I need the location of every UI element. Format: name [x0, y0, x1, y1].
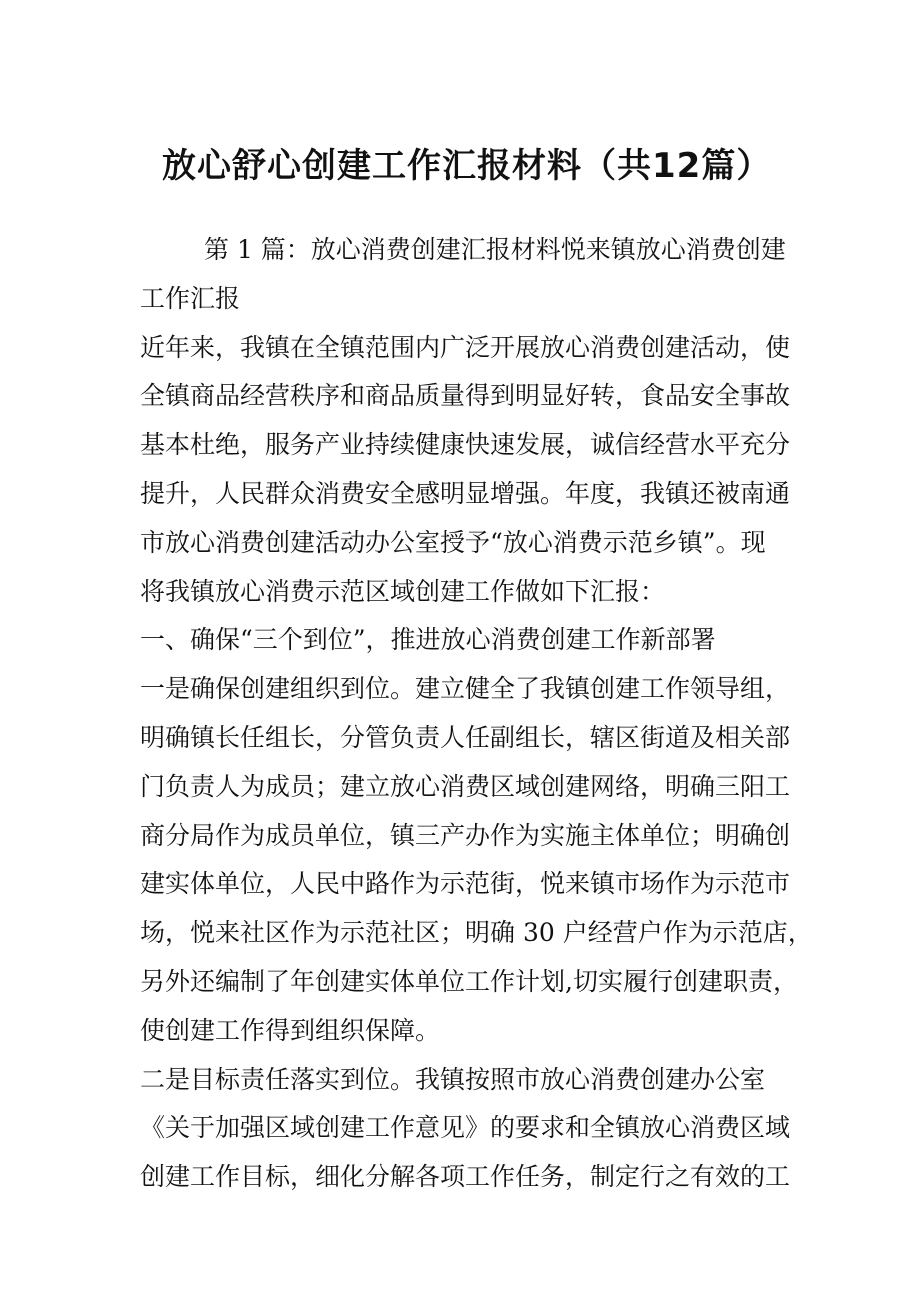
paragraph-line: 一是确保创建组织到位。建立健全了我镇创建工作领导组， [140, 674, 791, 704]
paragraph-line: 创建工作目标，细化分解各项工作任务，制定行之有效的工 [140, 1162, 791, 1192]
paragraph-line: 建实体单位，人民中路作为示范街，悦来镇市场作为示范市 [140, 869, 791, 899]
paragraph-line: 全镇商品经营秩序和商品质量得到明显好转，食品安全事故 [140, 381, 791, 411]
document-title: 放心舒心创建工作汇报材料（共12篇） [162, 146, 772, 186]
paragraph-line: 商分局作为成员单位，镇三产办作为实施主体单位；明确创 [140, 820, 791, 850]
paragraph-line: 近年来，我镇在全镇范围内广泛开展放心消费创建活动，使 [140, 332, 791, 362]
paragraph-line: 使创建工作得到组织保障。 [140, 1015, 441, 1045]
paragraph-line: 门负责人为成员；建立放心消费区域创建网络，明确三阳工 [140, 771, 791, 801]
paragraph-line: 第 1 篇：放心消费创建汇报材料悦来镇放心消费创建 [204, 235, 786, 264]
document-body [140, 226, 813, 1202]
paragraph-line: 基本杜绝，服务产业持续健康快速发展，诚信经营水平充分 [140, 430, 791, 460]
paragraph-line: 将我镇放心消费示范区域创建工作做如下汇报： [140, 576, 666, 606]
paragraph-line: 市放心消费创建活动办公室授予“放心消费示范乡镇”。现 [140, 527, 766, 557]
section-heading: 一、确保“三个到位”，推进放心消费创建工作新部署 [140, 625, 716, 655]
paragraph-line: 场，悦来社区作为示范社区；明确 30 户经营户作为示范店， [140, 918, 813, 948]
paragraph-line: 提升，人民群众消费安全感明显增强。年度，我镇还被南通 [140, 478, 791, 508]
paragraph-line: 另外还编制了年创建实体单位工作计划,切实履行创建职责， [140, 966, 798, 996]
paragraph-line: 二是目标责任落实到位。我镇按照市放心消费创建办公室 [140, 1064, 766, 1094]
paragraph-line: 《关于加强区域创建工作意见》的要求和全镇放心消费区域 [140, 1113, 791, 1143]
paragraph-line: 工作汇报 [140, 283, 241, 313]
paragraph-line: 明确镇长任组长，分管负责人任副组长，辖区街道及相关部 [140, 722, 791, 752]
